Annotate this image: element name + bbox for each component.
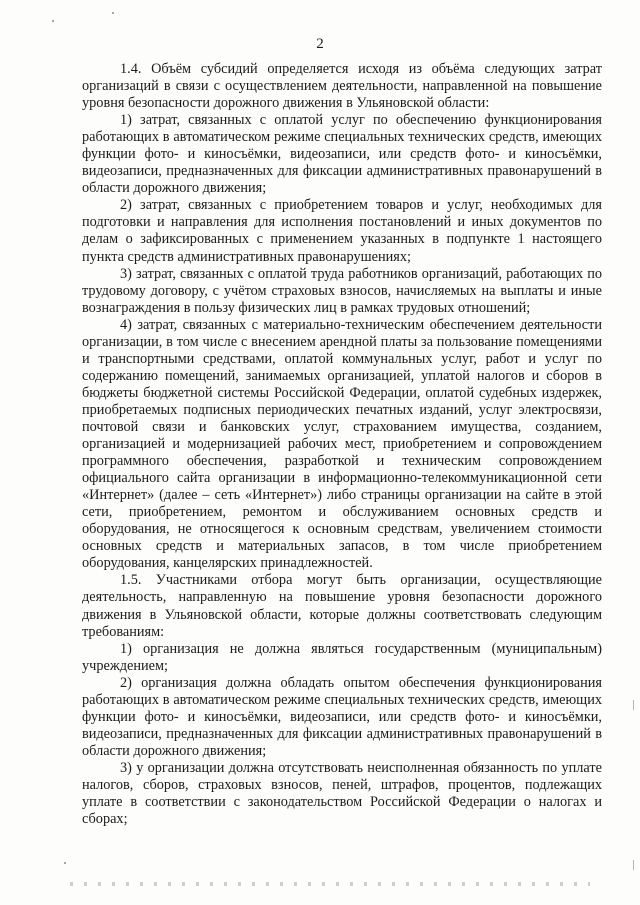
scan-edge-mark — [633, 700, 634, 710]
requirement-3: 3) у организации должна отсутствовать неисполненная обязанность по уплате налогов, сборов, страховых взносов, пеней, штрафов, процентов, подлежащих уплате в соответствии с законодательством Российской Федерации о налогах и сборах; — [82, 759, 602, 828]
document-body — [82, 61, 602, 828]
requirement-1: 1) организация не должна являться государственным (муниципальным) учреждением; — [82, 640, 602, 674]
scan-edge-mark — [633, 860, 634, 870]
scan-edge-artifact — [70, 882, 590, 886]
paragraph-item-4: 4) затрат, связанных с материально-техническим обеспечением деятельности организации, в том числе с внесением арендной платы за пользование помещениями и транспортными средствами, оплатой коммунальных услуг, работ и услуг по содержанию помещений, занимаемых организацией, уплатой налогов и сборов в бюджеты бюджетной системы Российской Федерации, оплатой судебных издержек, приобретаемых подписных периодических печатных изданий, услуг электросвязи, почтовой связи и банковских услуг, страхованием имущества, созданием, организацией и модернизацией рабочих мест, приобретением и сопровождением программного обеспечения, разработкой и техническим сопровождением официального сайта организации в информационно-телекоммуникационной сети «Интернет» (далее – сеть «Интернет») либо страницы организации на сайте в этой сети, приобретением, ремонтом и обслуживанием основных средств и оборудования, не относящегося к основным средствам, увеличением стоимости основных средств и материальных запасов, в том числе приобретением оборудования, канцелярских принадлежностей. — [82, 316, 602, 572]
scan-speck — [112, 12, 114, 14]
paragraph-item-2: 2) затрат, связанных с приобретением товаров и услуг, необходимых для подготовки и направления для исполнения постановлений и иных документов по делам о зафиксированных с применением указанных в подпункте 1 настоящего пункта средств административных правонарушениях; — [82, 197, 602, 265]
page-number: 2 — [316, 36, 324, 52]
requirement-2: 2) организация должна обладать опытом обеспечения функционирования работающих в автоматическом режиме специальных технических средств, имеющих функции фото- и киносъёмки, видеозаписи, или средств фото- и киносъёмки, видеозаписи, предназначенных для фиксации административных правонарушений в области дорожного движения; — [82, 674, 602, 759]
paragraph-item-3: 3) затрат, связанных с оплатой труда работников организаций, работающих по трудовому договору, с учётом страховых взносов, начисляемых на выплаты и иные вознаграждения в пользу физических лиц в рамках трудовых отношений; — [82, 265, 602, 316]
paragraph-1-5: 1.5. Участниками отбора могут быть организации, осуществляющие деятельность, направленную на повышение уровня безопасности дорожного движения в Ульяновской области, которые должны соответствовать следующим требованиям: — [82, 572, 602, 640]
paragraph-1-4: 1.4. Объём субсидий определяется исходя из объёма следующих затрат организаций в связи с осуществлением деятельности, направленной на повышение уровня безопасности дорожного движения в Ульяновской области: — [82, 61, 602, 112]
scan-speck — [52, 20, 54, 22]
scan-speck — [64, 862, 66, 864]
paragraph-item-1: 1) затрат, связанных с оплатой услуг по обеспечению функционирования работающих в автоматическом режиме специальных технических средств, имеющих функции фото- и киносъёмки, видеозаписи, или средств фото- и киносъёмки, видеозаписи, предназначенных для фиксации административных правонарушений в области дорожного движения; — [82, 112, 602, 197]
